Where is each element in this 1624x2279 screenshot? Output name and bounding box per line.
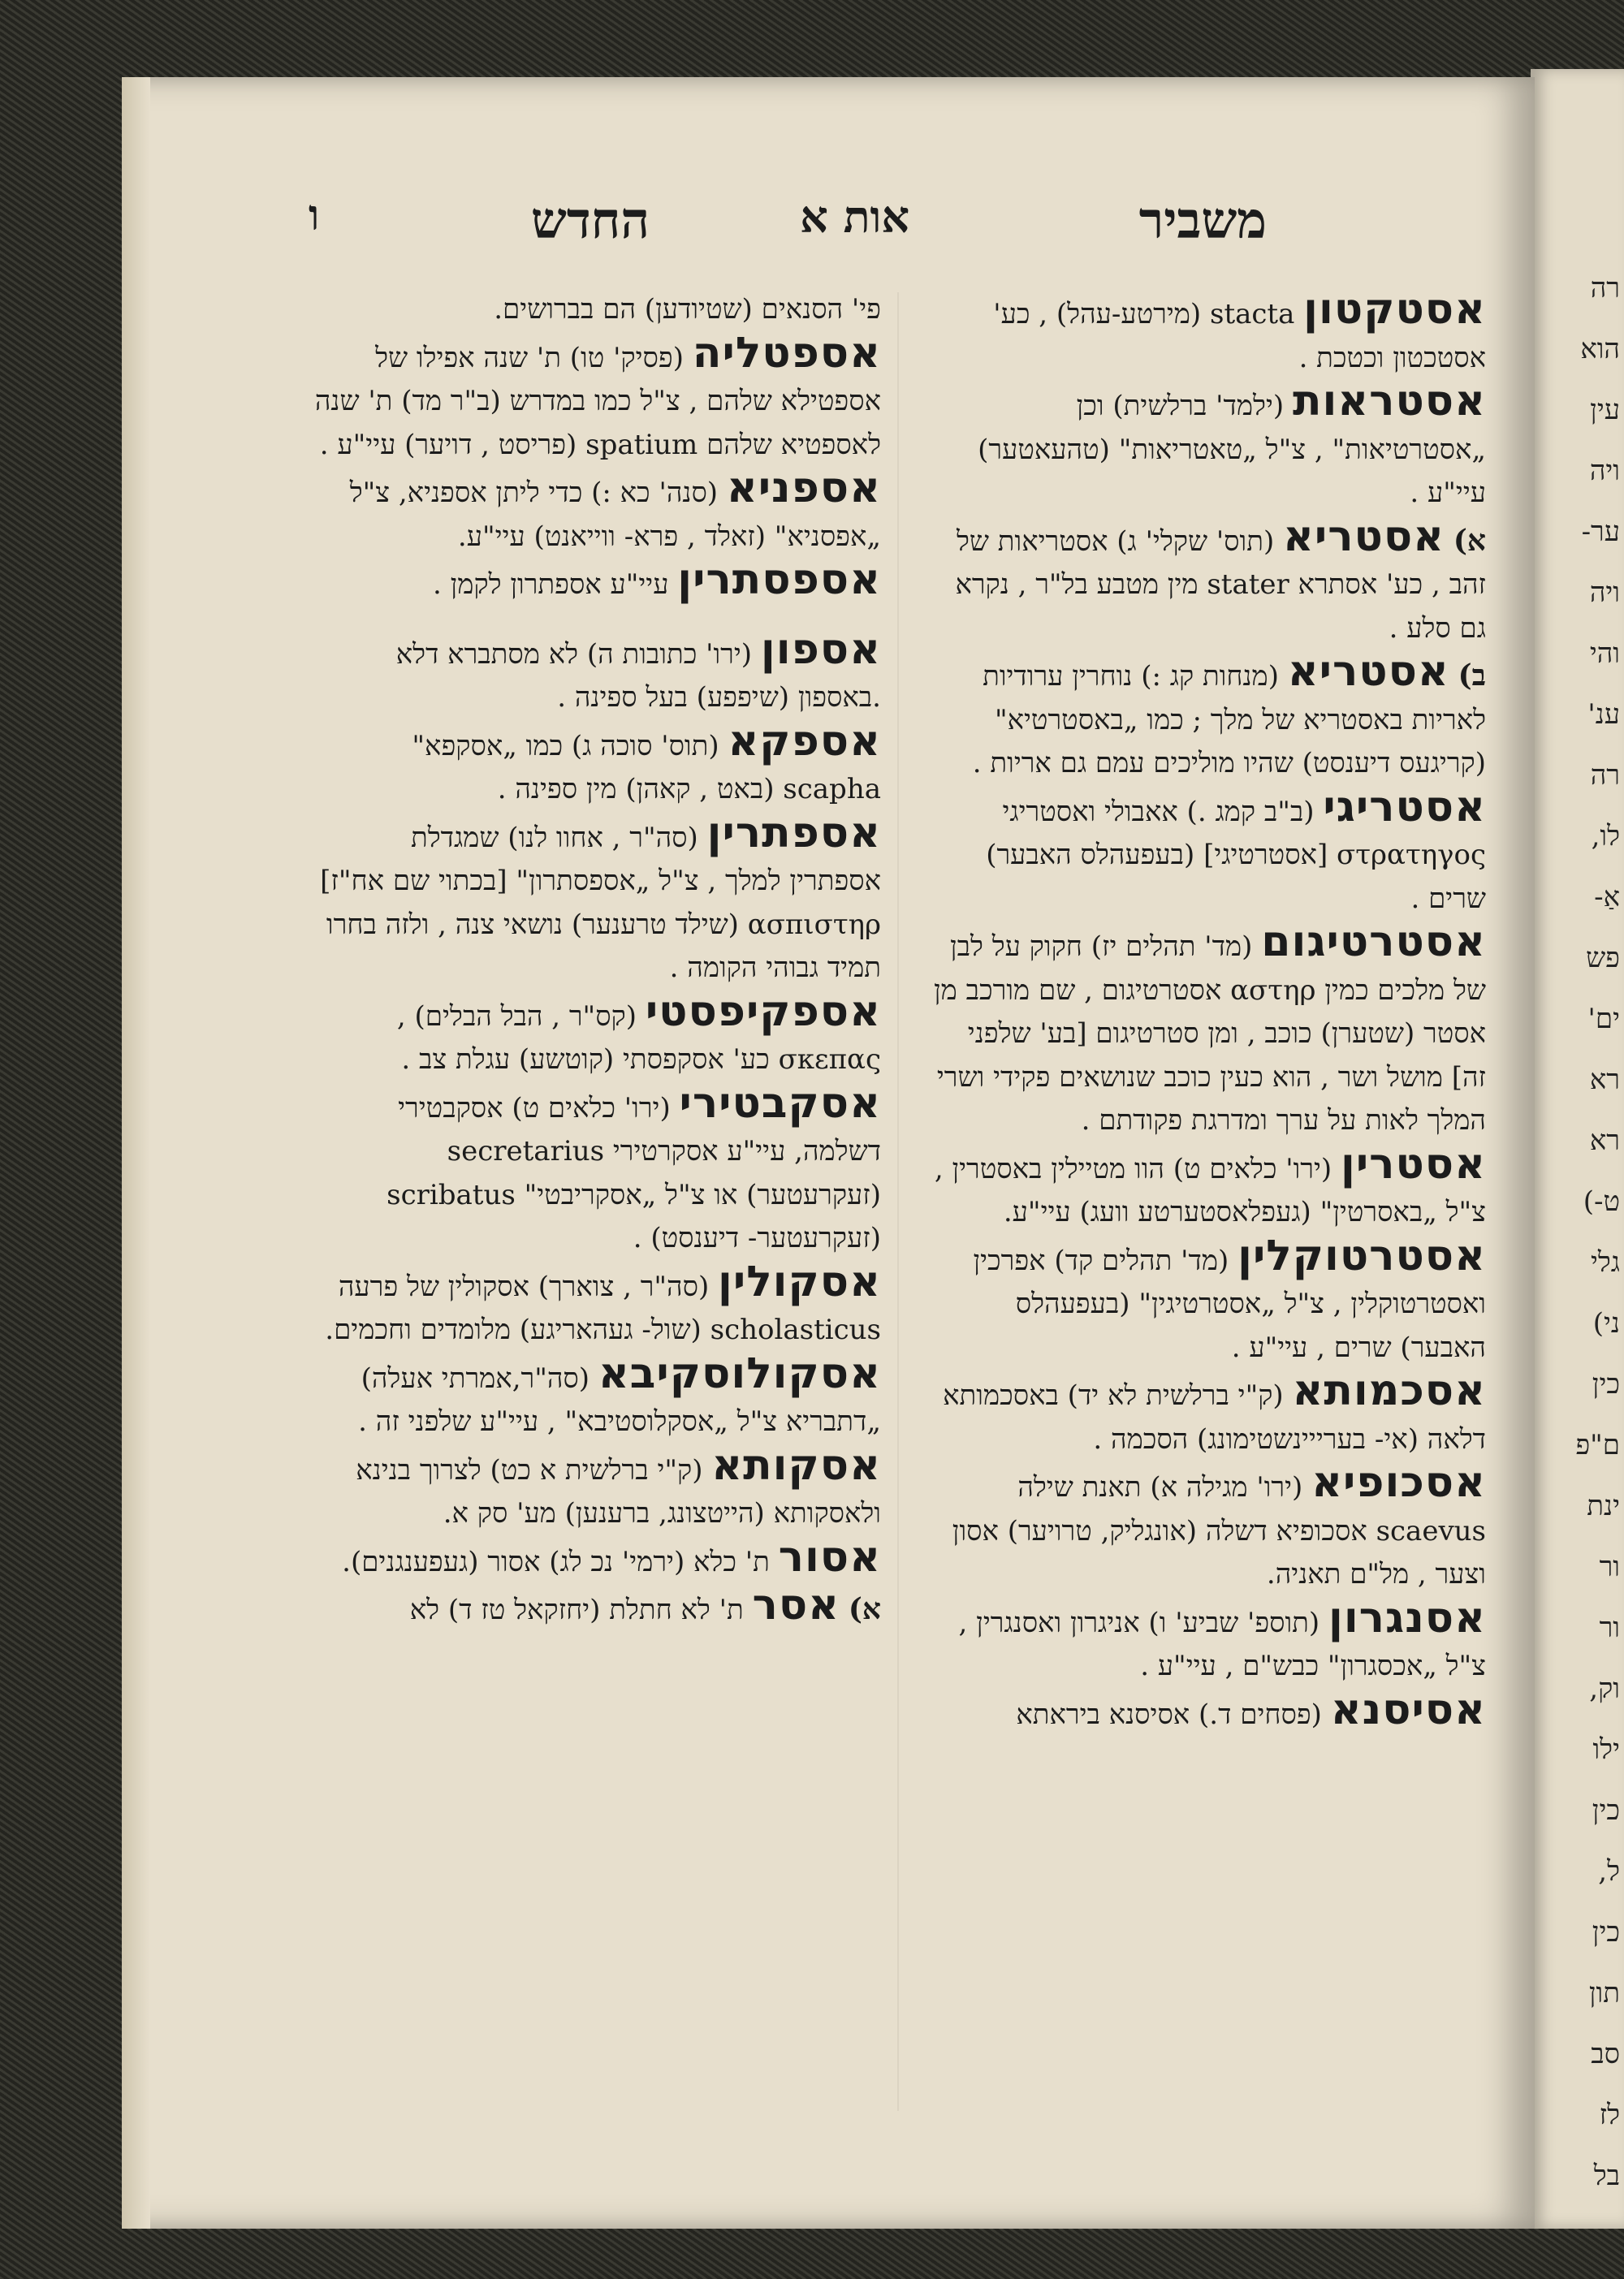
dictionary-entry bbox=[313, 986, 881, 1082]
dictionary-entry bbox=[313, 1078, 881, 1261]
facing-page-fragment: לו, bbox=[1591, 820, 1620, 852]
entry-definition: (סה"ר , צוארך) אסקולין של פרעה scholasticus (שול- געהאריגע) מלומדים וחכמים. bbox=[325, 1270, 881, 1346]
entry-headword: אספטליה bbox=[692, 328, 881, 378]
entry-headword: אסטריא bbox=[1287, 647, 1449, 696]
entry-headword: אסכמותא bbox=[1292, 1366, 1486, 1415]
header-title-word2: החדש bbox=[530, 191, 650, 250]
entry-headword: אסטריא bbox=[1283, 511, 1445, 561]
facing-page-fragment: כין bbox=[1592, 1794, 1620, 1827]
facing-page-fragment: ור bbox=[1599, 1551, 1620, 1583]
entry-headword: אספניא bbox=[726, 464, 881, 512]
facing-page-fragment: סב bbox=[1591, 2038, 1620, 2070]
dictionary-entry bbox=[926, 1685, 1486, 1737]
right-column bbox=[926, 285, 1486, 2123]
header-letter-section: אות א bbox=[800, 191, 909, 243]
dictionary-entry bbox=[313, 555, 881, 607]
entry-definition: (מנחות קג :) נוחרין ערודיות לאריות באסטריא של מלך ; כמו „באסטרטיא" (קריגעס דיענסט) שהיו מוליכים עמם גם אריות . bbox=[972, 660, 1486, 779]
facing-page-fragment: ור bbox=[1599, 1612, 1620, 1644]
facing-page-fragment: ים' bbox=[1587, 1003, 1620, 1035]
facing-page-fragment: רה bbox=[1590, 272, 1620, 304]
entry-headword: אסקולוסקיבא bbox=[598, 1349, 881, 1398]
facing-page-fragment: ט-) bbox=[1583, 1185, 1620, 1218]
dictionary-entry bbox=[313, 1581, 881, 1633]
dictionary-entry bbox=[926, 1458, 1486, 1597]
entry-definition: (ב"ב קמג .) אאבולי ואסטריגי στρατηγος [אסטרטיגי] (בעפעהלס האבער) שרים . bbox=[986, 795, 1486, 915]
entry-definition: עיי"ע אספתרון לקמן . bbox=[432, 568, 669, 601]
entry-definition: (סה"ר , אחוו לנו) שמגדלת אספתרין למלך , צ"ל „אספסתרון" [בכתוי שם אח"ז] ασπιστηρ (שילד טרענער) נושאי צנה , ולזה בחרו תמיד גבוהי הקומה . bbox=[320, 821, 881, 984]
dictionary-entry bbox=[313, 464, 881, 559]
dictionary-entry bbox=[926, 1593, 1486, 1689]
entry-headword: אספון bbox=[760, 624, 881, 674]
entry-headword: אסטראות bbox=[1292, 377, 1486, 425]
entry-headword: אסנגרון bbox=[1328, 1593, 1486, 1642]
facing-page-fragment: כין bbox=[1592, 1368, 1620, 1401]
dictionary-entry bbox=[313, 1257, 881, 1353]
entry-definition: ת' כלא (ירמי' נכ לג) אסור (געפענגנים). bbox=[342, 1545, 770, 1578]
facing-page-fragment: רה bbox=[1590, 759, 1620, 792]
entry-definition: (ילמד' ברלשית) וכן „אסטרטיאות" , צ"ל „טאטריאות" (טהעאטער) עיי"ע . bbox=[978, 390, 1486, 509]
column-divider bbox=[897, 292, 899, 2111]
facing-page-fragment: ויה bbox=[1589, 455, 1620, 487]
entry-sense-label: א) bbox=[848, 1592, 881, 1626]
entry-definition: (פסיק' טו) ת' שנה אפילו של אספטילא שלהם , צ"ל כמו במדרש (ב"ר מד) ת' שנה לאספטיא שלהם spatium (פריסט , דויער) עיי"ע . bbox=[314, 341, 881, 461]
facing-page-fragment: פש bbox=[1586, 942, 1620, 974]
entry-definition: (תוספ' שביע' ו) אניגרון ואסנגרין , צ"ל „אכסגרון" כבש"ם , עיי"ע . bbox=[958, 1606, 1486, 1682]
facing-page-fragment: ויה bbox=[1589, 576, 1620, 609]
dictionary-entry bbox=[313, 624, 881, 720]
entry-definition: ת' לא חתלת (יחזקאל טז ד) לא bbox=[409, 1594, 744, 1626]
entry-definition: (מד' תהלים קד) אפרכין ואסטרטוקלין , צ"ל „אסטרטיגין" (בעפעהלס האבער) שרים , עיי"ע . bbox=[973, 1244, 1486, 1364]
dictionary-entry bbox=[313, 808, 881, 991]
entry-definition: פי' הסנאים (שטיודען) הם בברושים. bbox=[494, 293, 881, 326]
entry-definition: (ירו' מגילה א) תאנת שילה scaevus אסכופיא דשלה (אונגליק, טרויער) אסון וצער , מל"ם תאניה. bbox=[952, 1471, 1486, 1591]
facing-page-fragment: ענ' bbox=[1587, 698, 1620, 731]
facing-page-edge bbox=[1531, 69, 1624, 2229]
facing-page-fragment: הוא bbox=[1580, 333, 1620, 365]
entry-headword: אסקולין bbox=[718, 1257, 881, 1306]
facing-page-fragment: רא bbox=[1589, 1124, 1620, 1157]
dictionary-entry bbox=[926, 1139, 1486, 1235]
entry-definition: (תוס' סוכה ג) כמו „אסקפא" scapha (באט , קאהן) מין ספינה . bbox=[412, 729, 881, 805]
entry-definition: (ק"י ברלשית א כט) לצרוך בנינא ולאסקותא (הייטצונג, ברענען) מע' סק א. bbox=[356, 1453, 881, 1530]
entry-headword: אספתרין bbox=[706, 808, 881, 857]
dictionary-entry bbox=[926, 782, 1486, 922]
entry-definition: (ירו' כלאים ט) הוו מטיילין באסטרין , צ"ל „באסרטין" (געפלאסטערטע וועג) עיי"ע. bbox=[934, 1152, 1486, 1228]
entry-definition: (ירו' כתובות ה) לא מסתברא דלא .באספון (שיפפע) בעל ספינה . bbox=[395, 637, 881, 714]
dictionary-entry bbox=[926, 511, 1486, 651]
entry-headword: אסכופיא bbox=[1311, 1458, 1486, 1507]
dictionary-entry bbox=[926, 377, 1486, 516]
entry-headword: אסקותא bbox=[711, 1440, 881, 1490]
dictionary-entry bbox=[313, 1349, 881, 1444]
page-number: ו bbox=[309, 191, 320, 240]
entry-definition: (סה"ר,אמרתי אעלה) „דתבריא צ"ל „אסקלוסטיבא" , עיי"ע שלפני זה . bbox=[358, 1362, 881, 1438]
entry-headword: אסטקטון bbox=[1303, 285, 1486, 334]
entry-headword: אסקבטירי bbox=[679, 1078, 881, 1128]
facing-page-fragment: תון bbox=[1588, 1977, 1620, 2009]
entry-headword: אסטרין bbox=[1341, 1139, 1486, 1189]
dictionary-entry bbox=[313, 328, 881, 468]
facing-page-fragment: וק, bbox=[1589, 1673, 1620, 1705]
entry-headword: אסטרטיגום bbox=[1261, 917, 1486, 966]
facing-page-fragment: ל, bbox=[1598, 1855, 1620, 1888]
facing-page-fragment: כין bbox=[1592, 1916, 1620, 1949]
running-header bbox=[309, 191, 1267, 264]
entry-definition: (קס"ר , הבל הבלים) , σκεπας כע' אסקפסתי (קוטשע) עגלת צב . bbox=[396, 999, 881, 1076]
entry-headword: אסיסנא bbox=[1330, 1685, 1486, 1734]
facing-page-fragment: והי bbox=[1589, 637, 1620, 670]
entry-headword: אספקיפסטי bbox=[645, 986, 881, 1036]
facing-page-fragment: רא bbox=[1589, 1064, 1620, 1096]
entry-headword: אסר bbox=[752, 1581, 840, 1629]
facing-page-fragment: אַ- bbox=[1594, 881, 1620, 913]
dictionary-entry bbox=[926, 1231, 1486, 1370]
entry-headword: אסור bbox=[778, 1532, 881, 1582]
entry-definition: stacta (מירטע-עהל) , כע' אסטכטון וכטכת . bbox=[993, 298, 1486, 374]
entry-sense-label: א) bbox=[1453, 523, 1486, 558]
entry-definition: (ירו' כלאים ט) אסקבטירי דשלמה, עיי"ע אסקרטירי secretarius (זעקרעטער) או צ"ל „אסקריבטי" scribatus (זעקרעטער- דיענסט) . bbox=[387, 1091, 881, 1254]
dictionary-entry bbox=[926, 647, 1486, 786]
entry-headword: אספסתרין bbox=[677, 555, 881, 604]
entry-sense-label: ב) bbox=[1458, 658, 1486, 693]
entry-definition: (ק"י ברלשית לא יד) באסכמותא דלאה (אי- בערייינשטימונג) הסכמה . bbox=[943, 1379, 1486, 1456]
entry-headword: אסטריגי bbox=[1323, 782, 1486, 831]
entry-definition: (תוס' שקלי' ג) אסטריאות של זהב , כע' אסתרא stater מין מטבע בל"ר , נקרא גם סלע . bbox=[955, 524, 1486, 645]
facing-page-fragment: עין bbox=[1590, 394, 1620, 426]
facing-page-fragment: ילו bbox=[1592, 1733, 1620, 1766]
dictionary-entry bbox=[926, 285, 1486, 380]
facing-page-fragment: ם"פ bbox=[1575, 1429, 1620, 1461]
left-column bbox=[313, 288, 881, 2123]
entry-headword: אסטרטוקלין bbox=[1237, 1231, 1486, 1280]
facing-page-fragment: לז bbox=[1599, 2099, 1620, 2131]
entry-headword: אספקא bbox=[728, 716, 881, 766]
dictionary-entry bbox=[313, 1440, 881, 1536]
page-gutter-shadow bbox=[122, 77, 150, 2229]
entry-definition: (סנה' כא :) כדי ליתן אספניא, צ"ל „אפסניא" (זאלד , פרא- ווייאנט) עיי"ע. bbox=[349, 477, 881, 553]
entry-definition: (פסחים ד.) אסיסנא ביראתא bbox=[1016, 1698, 1322, 1731]
facing-page-fragment: ינת bbox=[1587, 1490, 1620, 1522]
facing-page-fragment: בל bbox=[1593, 2160, 1620, 2192]
facing-page-fragment: ער- bbox=[1581, 516, 1620, 548]
entry-definition: (מד' תהלים יז) חקוק על לבן של מלכים כמין αστηρ אסטרטיגום , שם מורכב מן אסטר (שטערן) כוכב , ומן סטרטיגום [בע' שלפני זה] מושל ושר , הוא כעין כוכב שנושאים פקידי ושרי המלך לאות על ערך ומדרגת פקודתם . bbox=[934, 930, 1486, 1137]
dictionary-entry bbox=[926, 1366, 1486, 1461]
dictionary-entry bbox=[313, 1532, 881, 1585]
header-title-word1: משביר bbox=[1138, 191, 1267, 250]
facing-page-fragment: גלי bbox=[1590, 1246, 1620, 1279]
dictionary-entry bbox=[313, 288, 881, 332]
dictionary-entry bbox=[926, 917, 1486, 1143]
facing-page-fragment: ני) bbox=[1592, 1307, 1620, 1340]
dictionary-entry bbox=[313, 716, 881, 812]
